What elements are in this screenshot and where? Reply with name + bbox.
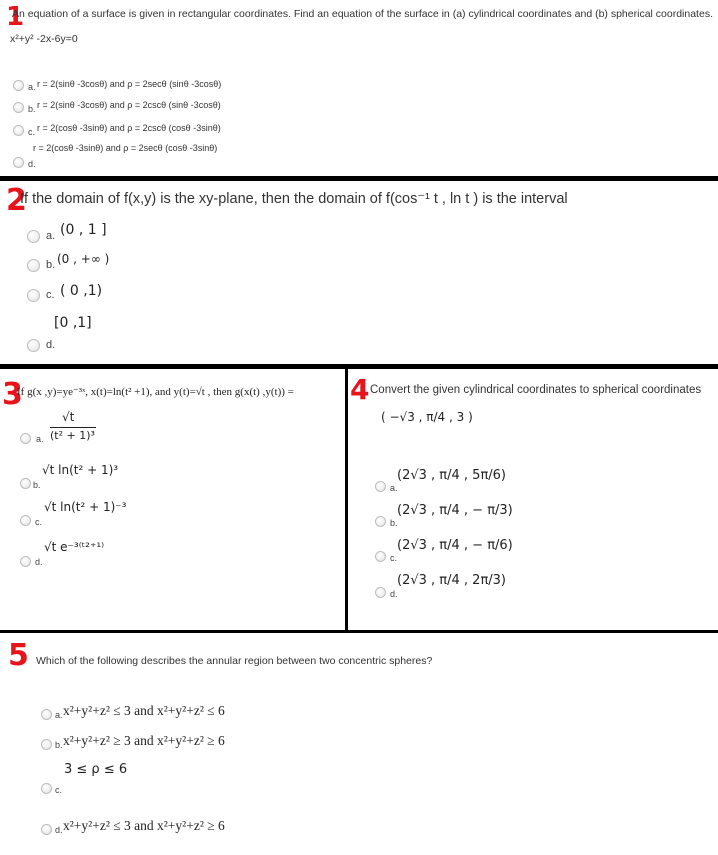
option-text: √t ln(t² + 1)⁻³: [44, 500, 127, 514]
radio-button[interactable]: [375, 481, 386, 492]
option-letter: c.: [28, 127, 36, 137]
question-number-4: 4: [350, 373, 370, 406]
option-text: [0 ,1]: [54, 315, 92, 331]
option-text: r = 2(cosθ -3sinθ) and ρ = 2secθ (cosθ -3sinθ): [33, 143, 218, 153]
question-2-prompt: If the domain of f(x,y) is the xy-plane, then the domain of f(cos⁻¹ t , ln t ) is the interval: [20, 191, 568, 207]
question-4-given: ( −√3 , π/4 , 3 ): [381, 410, 473, 424]
question-5-prompt: Which of the following describes the annular region between two concentric spheres?: [36, 655, 433, 667]
option-letter: c.: [390, 553, 398, 563]
radio-button[interactable]: [13, 102, 24, 113]
option-text: x²+y²+z² ≤ 3 and x²+y²+z² ≤ 6: [63, 703, 225, 718]
option-denominator: (t² + 1)³: [50, 429, 95, 442]
column-divider: [345, 369, 348, 631]
divider: [0, 364, 718, 369]
option-text: x²+y²+z² ≤ 3 and x²+y²+z² ≥ 6: [63, 818, 225, 833]
option-text: (2√3 , π/4 , 5π/6): [397, 468, 506, 483]
option-text: r = 2(sinθ -3cosθ) and ρ = 2cscθ (sinθ -3cosθ): [37, 100, 221, 110]
option-text: r = 2(sinθ -3cosθ) and ρ = 2secθ (sinθ -3cosθ): [37, 79, 222, 89]
option-text: (2√3 , π/4 , − π/3): [397, 503, 513, 518]
option-letter: b.: [390, 518, 398, 528]
radio-button[interactable]: [375, 587, 386, 598]
question-1-prompt: An equation of a surface is given in rectangular coordinates. Find an equation of the surface in (a) cylindrical coordinates and (b) spherical coordinates.: [12, 8, 713, 20]
option-letter: a.: [46, 230, 56, 242]
radio-button[interactable]: [27, 339, 40, 352]
radio-button[interactable]: [41, 739, 52, 750]
question-number-1: 1: [6, 2, 25, 32]
question-number-3: 3: [2, 377, 23, 412]
option-letter: d.: [35, 557, 43, 567]
radio-button[interactable]: [20, 556, 31, 567]
fraction-bar: [50, 427, 96, 428]
question-4-prompt: Convert the given cylindrical coordinates to spherical coordinates: [370, 384, 702, 396]
question-number-2: 2: [6, 183, 27, 218]
divider: [0, 630, 718, 633]
option-letter: d.: [46, 339, 56, 351]
option-text: x²+y²+z² ≥ 3 and x²+y²+z² ≥ 6: [63, 733, 225, 748]
radio-button[interactable]: [13, 157, 24, 168]
option-text: (2√3 , π/4 , − π/6): [397, 538, 513, 553]
option-letter: b.: [46, 259, 56, 271]
radio-button[interactable]: [20, 433, 31, 444]
divider: [0, 176, 718, 181]
option-text: (0 , +∞ ): [57, 252, 110, 266]
option-text: (0 , 1 ]: [60, 222, 107, 238]
option-letter: d.: [55, 825, 63, 835]
option-letter: c.: [35, 517, 43, 527]
option-letter: b.: [55, 740, 63, 750]
radio-button[interactable]: [375, 551, 386, 562]
radio-button[interactable]: [27, 259, 40, 272]
option-letter: a.: [28, 82, 36, 92]
option-letter: a.: [55, 710, 63, 720]
option-letter: d.: [390, 589, 398, 599]
radio-button[interactable]: [27, 289, 40, 302]
radio-button[interactable]: [27, 230, 40, 243]
radio-button[interactable]: [20, 515, 31, 526]
radio-button[interactable]: [41, 709, 52, 720]
option-text: √t ln(t² + 1)³: [42, 463, 119, 477]
radio-button[interactable]: [375, 516, 386, 527]
option-letter: c.: [55, 785, 63, 795]
option-numerator: √t: [62, 410, 75, 424]
option-letter: b.: [28, 104, 36, 114]
option-text: √t e⁻³⁽ᵗ²⁺¹⁾: [44, 540, 105, 554]
option-letter: a.: [390, 483, 398, 493]
radio-button[interactable]: [20, 478, 31, 489]
radio-button[interactable]: [13, 125, 24, 136]
option-letter: a.: [36, 434, 44, 444]
radio-button[interactable]: [41, 783, 52, 794]
option-text: ( 0 ,1): [60, 283, 103, 299]
question-3-prompt: If g(x ,y)=ye⁻³ˣ, x(t)=ln(t² +1), and y(t)=√t , then g(x(t) ,y(t)) =: [17, 386, 294, 398]
option-text: (2√3 , π/4 , 2π/3): [397, 573, 506, 588]
option-letter: d.: [28, 159, 36, 169]
option-text: 3 ≤ ρ ≤ 6: [64, 762, 128, 777]
question-number-5: 5: [8, 638, 29, 673]
question-1-equation: x²+y² -2x-6y=0: [10, 33, 78, 45]
radio-button[interactable]: [41, 824, 52, 835]
option-letter: b.: [33, 480, 41, 490]
option-letter: c.: [46, 289, 55, 301]
radio-button[interactable]: [13, 80, 24, 91]
option-text: r = 2(cosθ -3sinθ) and ρ = 2cscθ (cosθ -3sinθ): [37, 123, 221, 133]
